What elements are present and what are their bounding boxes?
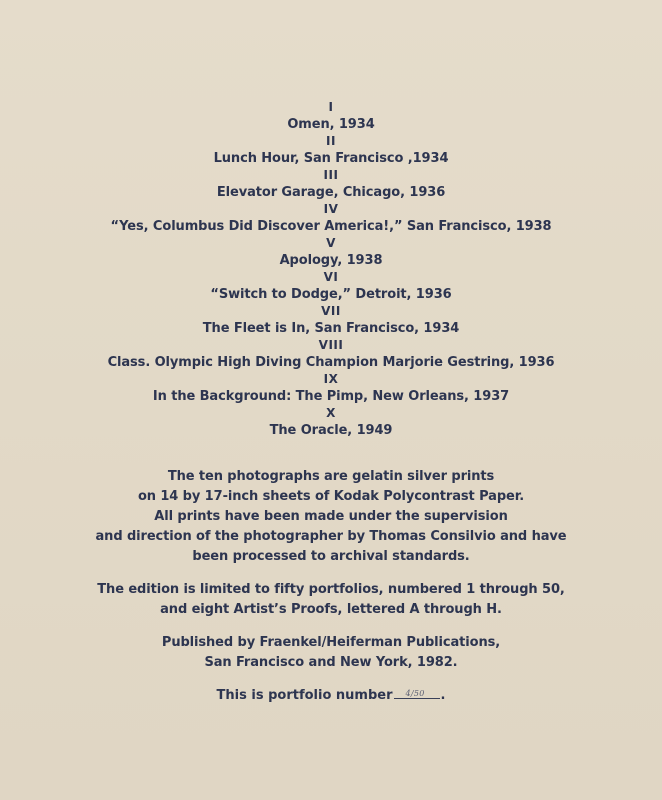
printing-paragraph (0, 467, 662, 567)
portfolio-number-line (0, 686, 662, 706)
work-title: “Switch to Dodge,” Detroit, 1936 (210, 287, 452, 302)
colophon-line: and eight Artist’s Proofs, lettered A through H. (160, 602, 502, 617)
colophon-line: been processed to archival standards. (192, 549, 470, 564)
colophon-text (0, 467, 662, 706)
work-title: Class. Olympic High Diving Champion Marjorie Gestring, 1936 (107, 355, 555, 370)
handwritten-portfolio-number: 4/50 (405, 689, 425, 698)
work-title: “Yes, Columbus Did Discover America!,” San Francisco, 1938 (110, 219, 552, 234)
portfolio-number-blank (394, 686, 440, 699)
work-title: The Fleet is In, San Francisco, 1934 (202, 321, 460, 336)
work-numeral: VIII (318, 338, 344, 352)
colophon-line: and direction of the photographer by Thomas Consilvio and have (95, 529, 567, 544)
colophon-line: The edition is limited to fifty portfolios, numbered 1 through 50, (97, 582, 565, 597)
edition-paragraph (0, 580, 662, 620)
work-numeral: X (326, 406, 336, 420)
work-numeral: I (328, 100, 334, 114)
work-title: Apology, 1938 (279, 253, 383, 268)
work-numeral: IV (323, 202, 339, 216)
work-title: Lunch Hour, San Francisco ,1934 (213, 151, 449, 166)
work-title: The Oracle, 1949 (269, 423, 393, 438)
colophon-line: Published by Fraenkel/Heiferman Publications, (161, 635, 501, 650)
work-numeral: VII (321, 304, 341, 318)
colophon-line: on 14 by 17-inch sheets of Kodak Polycontrast Paper. (137, 489, 525, 504)
work-title: Omen, 1934 (287, 117, 375, 132)
portfolio-number-prefix: This is portfolio number (216, 688, 393, 703)
work-numeral: V (326, 236, 336, 250)
portfolio-number-suffix: . (440, 688, 446, 703)
work-title: In the Background: The Pimp, New Orleans, 1937 (152, 389, 510, 404)
colophon-line: All prints have been made under the supervision (154, 509, 508, 524)
work-title: Elevator Garage, Chicago, 1936 (216, 185, 446, 200)
colophon-line: The ten photographs are gelatin silver prints (167, 469, 495, 484)
work-numeral: IX (323, 372, 339, 386)
work-numeral: VI (323, 270, 339, 284)
colophon-line: San Francisco and New York, 1982. (204, 655, 458, 670)
work-numeral: III (323, 168, 339, 182)
work-numeral: II (326, 134, 336, 148)
publisher-paragraph (0, 633, 662, 673)
works-list (0, 100, 662, 440)
